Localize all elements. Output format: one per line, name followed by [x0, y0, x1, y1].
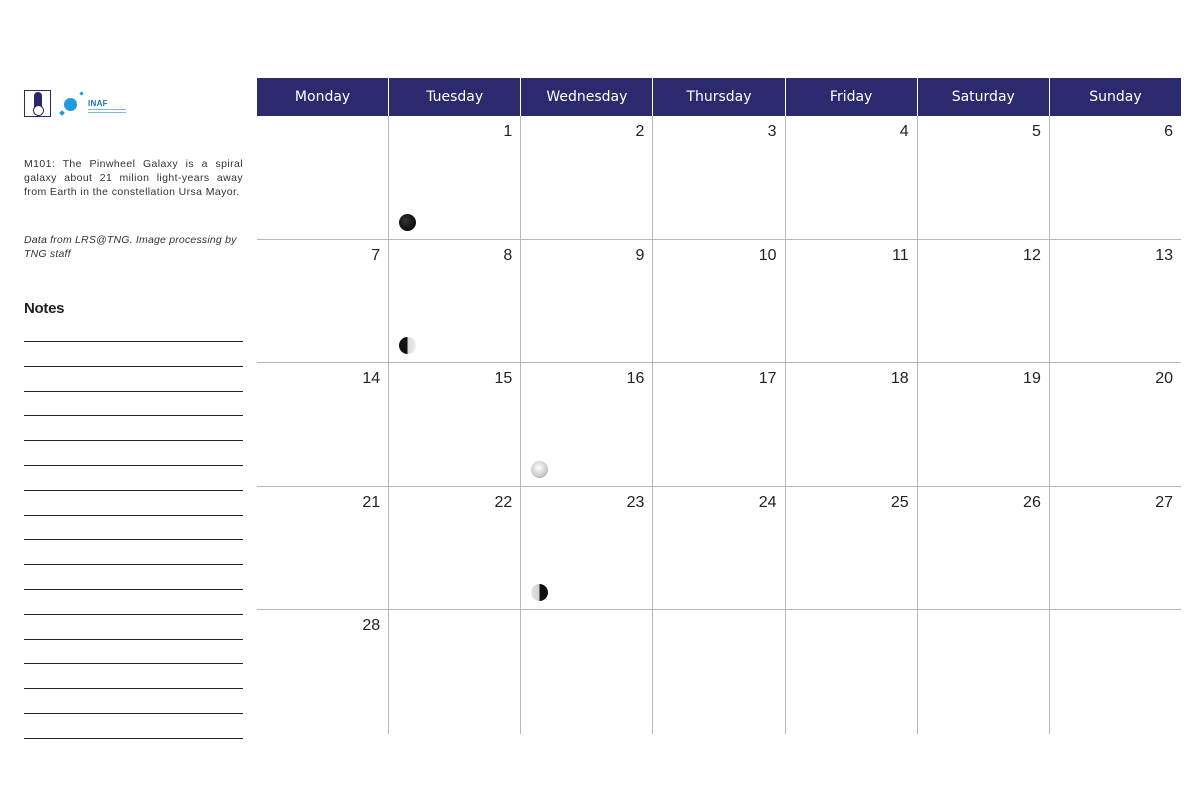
- calendar-day[interactable]: [652, 240, 784, 363]
- calendar-day[interactable]: [520, 240, 652, 363]
- day-number: 28: [362, 617, 381, 634]
- note-line: [24, 366, 243, 391]
- calendar-day[interactable]: [785, 116, 917, 239]
- calendar-day[interactable]: [257, 487, 388, 610]
- day-number: 13: [1155, 246, 1173, 264]
- calendar-day[interactable]: [388, 363, 520, 486]
- day-number: 7: [371, 246, 381, 264]
- calendar-day[interactable]: [257, 116, 388, 239]
- calendar-day[interactable]: [917, 487, 1049, 610]
- day-number: 21: [362, 493, 381, 511]
- calendar-day[interactable]: [652, 116, 784, 239]
- calendar-day[interactable]: [1049, 240, 1181, 363]
- calendar-week: [257, 240, 1181, 364]
- note-line: [24, 663, 243, 688]
- day-number: 9: [635, 246, 645, 264]
- day-number: 20: [1155, 370, 1173, 387]
- calendar-day[interactable]: [917, 363, 1049, 486]
- note-line: [24, 589, 243, 614]
- day-number: 18: [890, 370, 909, 387]
- day-number: 26: [1023, 493, 1041, 511]
- inaf-logo: [60, 92, 130, 118]
- note-line: [24, 738, 243, 763]
- note-line: [24, 440, 243, 465]
- weekday-tuesday: Tuesday: [389, 78, 521, 116]
- first-quarter-moon-icon: [399, 337, 416, 354]
- day-number: 22: [494, 493, 513, 511]
- day-number: 5: [1031, 123, 1041, 140]
- calendar-day[interactable]: [1049, 487, 1181, 610]
- note-line: [24, 415, 243, 440]
- note-line: [24, 639, 243, 664]
- note-line: [24, 564, 243, 589]
- calendar-day[interactable]: [1049, 363, 1181, 486]
- logo-area: [24, 88, 134, 122]
- note-line: [24, 490, 243, 515]
- day-number: 25: [890, 493, 909, 511]
- notes-title: Notes: [24, 300, 65, 317]
- weekday-monday: Monday: [257, 78, 389, 116]
- tng-logo: [24, 90, 51, 117]
- full-moon-icon: [531, 461, 548, 478]
- calendar-day[interactable]: [917, 116, 1049, 239]
- day-number: 8: [503, 246, 513, 264]
- note-line: [24, 688, 243, 713]
- weekday-wednesday: Wednesday: [521, 78, 653, 116]
- calendar-day[interactable]: [388, 116, 520, 239]
- calendar-week: [257, 610, 1181, 734]
- last-quarter-moon-icon: [531, 584, 548, 601]
- calendar-day[interactable]: [652, 487, 784, 610]
- calendar-day[interactable]: [785, 610, 917, 734]
- day-number: 12: [1023, 246, 1041, 264]
- calendar-day[interactable]: [388, 610, 520, 734]
- calendar-day[interactable]: [785, 487, 917, 610]
- calendar-week: [257, 363, 1181, 487]
- calendar-day[interactable]: [917, 240, 1049, 363]
- day-number: 19: [1023, 370, 1041, 387]
- calendar-day[interactable]: [520, 116, 652, 239]
- new-moon-icon: [399, 214, 416, 231]
- calendar-day[interactable]: [257, 240, 388, 363]
- day-number: 4: [899, 123, 909, 140]
- calendar-day[interactable]: [520, 487, 652, 610]
- calendar-day[interactable]: [652, 363, 784, 486]
- calendar-day[interactable]: [1049, 116, 1181, 239]
- image-description: M101: The Pinwheel Galaxy is a spiral galaxy about 21 milion light-years away from Earth in the constellation Ursa Mayor.: [24, 158, 243, 198]
- day-number: 16: [626, 370, 645, 387]
- calendar-grid: [257, 116, 1181, 734]
- calendar-day[interactable]: [917, 610, 1049, 734]
- day-number: 10: [758, 246, 777, 264]
- calendar-day[interactable]: [257, 363, 388, 486]
- weekday-sunday: Sunday: [1050, 78, 1181, 116]
- calendar-day[interactable]: [388, 487, 520, 610]
- calendar-day[interactable]: [388, 240, 520, 363]
- notes-lines: [24, 341, 243, 763]
- calendar-week: [257, 116, 1181, 240]
- weekday-saturday: Saturday: [918, 78, 1050, 116]
- calendar-week: [257, 487, 1181, 611]
- day-number: 15: [494, 370, 513, 387]
- weekday-friday: Friday: [786, 78, 918, 116]
- image-credit: Data from LRS@TNG. Image processing by TNG staff: [24, 234, 237, 260]
- weekday-header: [257, 78, 1181, 116]
- note-line: [24, 713, 243, 738]
- note-line: [24, 391, 243, 416]
- day-number: 24: [758, 493, 777, 511]
- day-number: 2: [635, 123, 645, 140]
- day-number: 1: [503, 123, 513, 140]
- inaf-logo-text: INAF: [88, 99, 108, 108]
- day-number: 17: [758, 370, 777, 387]
- calendar: [257, 78, 1181, 734]
- calendar-day[interactable]: [520, 610, 652, 734]
- calendar-day[interactable]: [520, 363, 652, 486]
- calendar-day[interactable]: [652, 610, 784, 734]
- day-number: 3: [767, 123, 777, 140]
- note-line: [24, 465, 243, 490]
- day-number: 14: [362, 370, 381, 387]
- day-number: 27: [1155, 493, 1173, 511]
- note-line: [24, 539, 243, 564]
- calendar-day[interactable]: [785, 363, 917, 486]
- calendar-day[interactable]: [785, 240, 917, 363]
- note-line: [24, 341, 243, 366]
- day-number: 6: [1164, 123, 1173, 140]
- day-number: 11: [892, 246, 909, 264]
- calendar-day[interactable]: [257, 610, 388, 734]
- note-line: [24, 515, 243, 540]
- note-line: [24, 614, 243, 639]
- weekday-thursday: Thursday: [653, 78, 785, 116]
- calendar-day[interactable]: [1049, 610, 1181, 734]
- day-number: 23: [626, 493, 645, 511]
